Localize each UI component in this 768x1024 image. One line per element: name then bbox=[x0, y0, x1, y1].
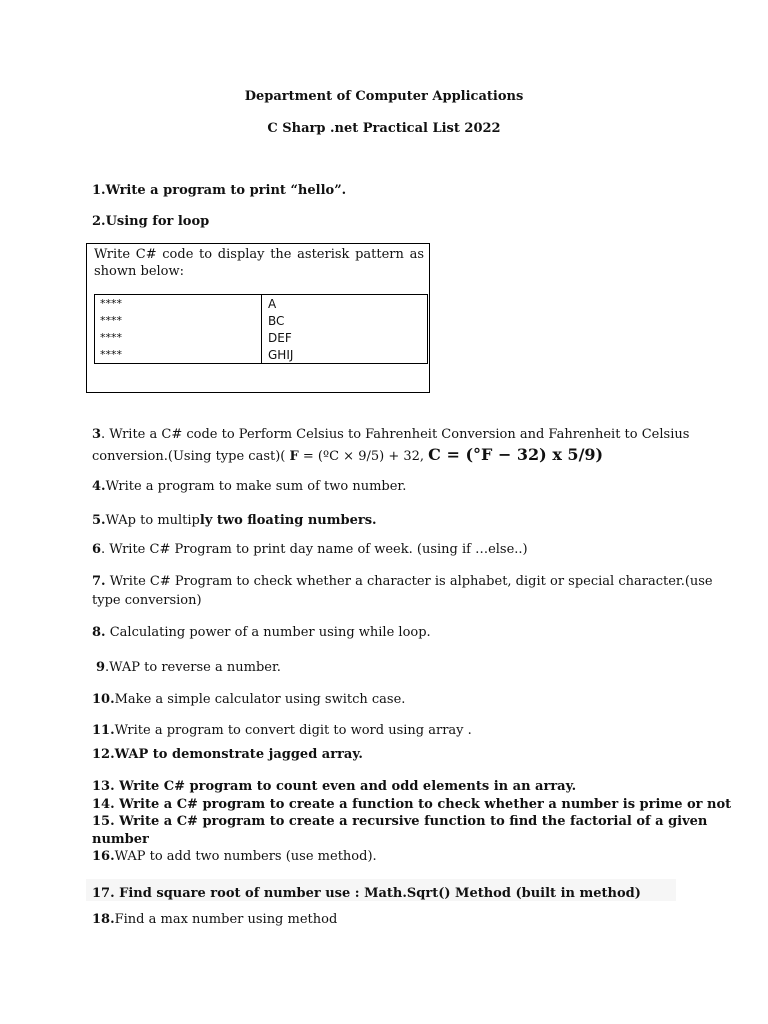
item-6-text: . Write C# Program to print day name of week. (using if …else..) bbox=[101, 542, 528, 557]
item-7-number: 7. bbox=[92, 574, 106, 589]
item-13: 13. Write C# program to count even and odd elements in an array. bbox=[92, 779, 577, 794]
item-12: 12.WAP to demonstrate jagged array. bbox=[92, 747, 363, 762]
item-10-text: Make a simple calculator using switch case. bbox=[114, 692, 406, 707]
item-16-text: WAP to add two numbers (use method). bbox=[114, 849, 377, 864]
item-5-text: WAp to multip bbox=[105, 513, 200, 528]
page-title: C Sharp .net Practical List 2022 bbox=[267, 121, 501, 136]
item-7-line-2: type conversion) bbox=[92, 593, 202, 608]
pattern-row: **** bbox=[100, 348, 122, 361]
item-11-text: Write a program to convert digit to word using array . bbox=[114, 723, 472, 738]
item-4-text: Write a program to make sum of two number. bbox=[105, 479, 407, 494]
formula-celsius: C = (°F − 32) x 5/9) bbox=[428, 445, 604, 464]
item-18-text: Find a max number using method bbox=[114, 912, 338, 927]
pattern-column-asterisks bbox=[95, 295, 262, 363]
item-15-line-1: 15. Write a C# program to create a recursive function to find the factorial of a given bbox=[92, 814, 708, 829]
item-16-number: 16. bbox=[92, 849, 115, 864]
pattern-row: **** bbox=[100, 314, 122, 327]
formula-f-symbol: F bbox=[289, 449, 299, 464]
pattern-row: BC bbox=[268, 314, 285, 328]
item-5-text-bold: ly two floating numbers. bbox=[199, 513, 377, 528]
pattern-row: GHIJ bbox=[268, 348, 294, 362]
item-14: 14. Write a C# program to create a function to check whether a number is prime or not bbox=[92, 797, 732, 812]
pattern-row: **** bbox=[100, 297, 122, 310]
item-9-number: 9 bbox=[96, 660, 106, 675]
item-9 bbox=[96, 659, 281, 676]
item-3-line-1 bbox=[92, 426, 689, 443]
item-5 bbox=[92, 512, 377, 529]
item-18-number: 18. bbox=[92, 912, 115, 927]
item-11 bbox=[92, 722, 472, 739]
item-18 bbox=[92, 911, 337, 928]
item-10-number: 10. bbox=[92, 692, 115, 707]
item-8 bbox=[92, 624, 431, 641]
item-6 bbox=[92, 541, 528, 558]
item-8-number: 8. bbox=[92, 625, 106, 640]
item-4-number: 4. bbox=[92, 479, 106, 494]
item-7-line-1 bbox=[92, 573, 713, 590]
pattern-row: A bbox=[268, 297, 277, 311]
item-5-number: 5. bbox=[92, 513, 106, 528]
item-2: 2.Using for loop bbox=[92, 214, 210, 229]
formula-fahrenheit: = (ºC × 9/5) + 32, bbox=[298, 449, 429, 464]
item-1: 1.Write a program to print “hello”. bbox=[92, 183, 347, 198]
item-3-number: 3 bbox=[92, 427, 102, 442]
item-11-number: 11. bbox=[92, 723, 115, 738]
item-16 bbox=[92, 848, 377, 865]
pattern-row: DEF bbox=[268, 331, 292, 345]
item-3-line-2 bbox=[92, 445, 603, 467]
item-15-line-2: number bbox=[92, 832, 149, 847]
item-6-number: 6 bbox=[92, 542, 102, 557]
pattern-box bbox=[86, 243, 430, 393]
pattern-table bbox=[94, 294, 428, 364]
item-9-text: .WAP to reverse a number. bbox=[105, 660, 281, 675]
item-8-text: Calculating power of a number using while loop. bbox=[105, 625, 431, 640]
item-17: 17. Find square root of number use : Math.Sqrt() Method (built in method) bbox=[92, 886, 641, 901]
pattern-instruction: Write C# code to display the asterisk pattern as shown below: bbox=[94, 247, 424, 279]
item-7-text: Write C# Program to check whether a character is alphabet, digit or special character.(use bbox=[105, 574, 713, 589]
pattern-row: **** bbox=[100, 331, 122, 344]
pattern-column-letters bbox=[262, 295, 427, 363]
department-heading: Department of Computer Applications bbox=[244, 89, 524, 104]
item-3-text-2: conversion.(Using type cast)( bbox=[92, 449, 286, 464]
item-4 bbox=[92, 478, 406, 495]
item-10 bbox=[92, 691, 405, 708]
item-3-text: . Write a C# code to Perform Celsius to Fahrenheit Conversion and Fahrenheit to Celsius bbox=[101, 427, 690, 442]
